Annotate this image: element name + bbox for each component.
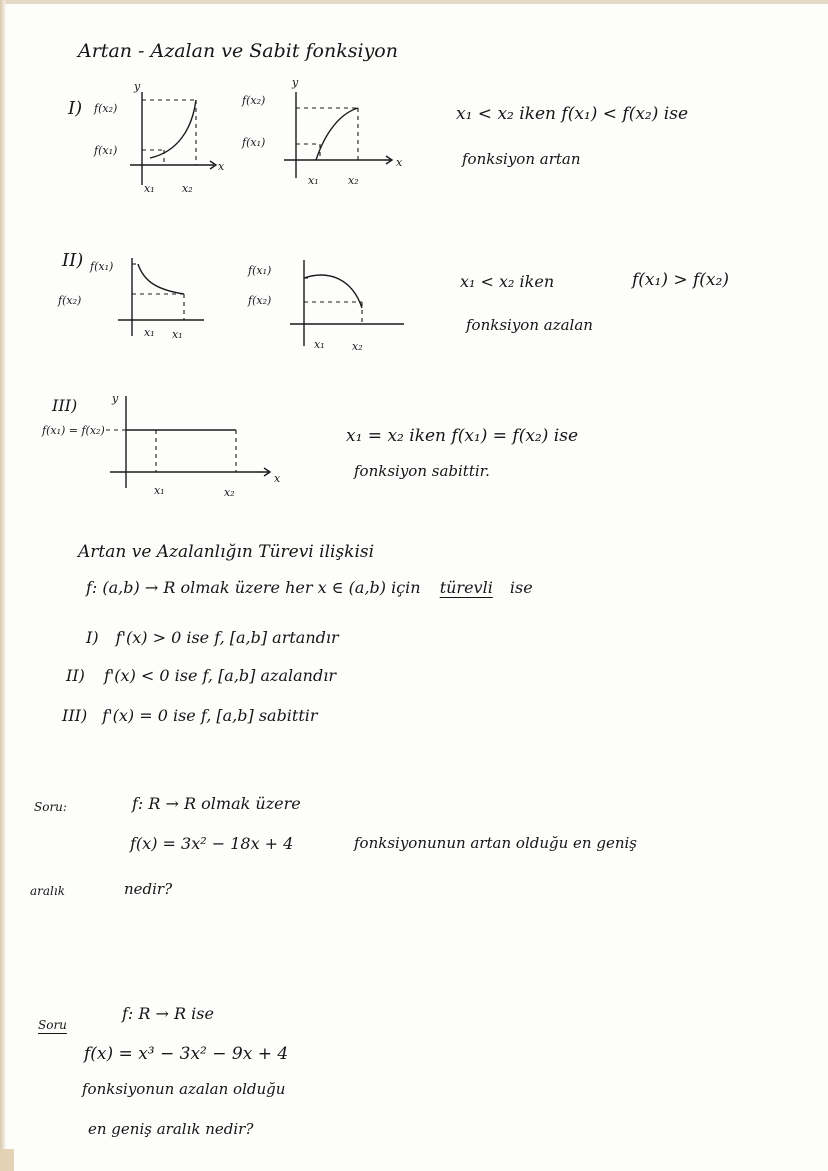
- x2-label: x₂: [182, 182, 193, 195]
- question2-line1: f: R → R ise: [122, 1004, 214, 1023]
- x1-label: x₁: [308, 174, 319, 187]
- item-text: f'(x) > 0 ise f, [a,b] artandır: [115, 628, 339, 647]
- section2-numeral: II): [62, 250, 84, 271]
- derivative-item-1: [86, 628, 339, 647]
- section1-rule-line2: fonksiyon artan: [462, 150, 581, 168]
- x-axis-label: x: [218, 160, 225, 173]
- page-title: Artan - Azalan ve Sabit fonksiyon: [78, 40, 398, 62]
- section2-rule-inequality: f(x₁) > f(x₂): [632, 270, 729, 290]
- f-x1-label: f(x₁): [90, 260, 114, 273]
- derivative-item-2: [66, 666, 336, 685]
- section3-numeral: III): [52, 396, 78, 415]
- y-axis-label: y: [112, 392, 119, 405]
- section2-graph1: [58, 252, 208, 347]
- question1-formula: f(x) = 3x² − 18x + 4: [130, 834, 294, 853]
- question1-line3-suffix: nedir?: [124, 880, 173, 898]
- item-num: III): [62, 706, 88, 725]
- x1-label: x₁: [314, 338, 325, 351]
- x2-label: x₂: [224, 486, 235, 499]
- f-x1-label: f(x₁): [94, 144, 118, 157]
- question2-line4: en geniş aralık nedir?: [88, 1120, 254, 1138]
- derivative-item-3: [62, 706, 318, 725]
- x2-label: x₂: [348, 174, 359, 187]
- f-x2-label: f(x₂): [94, 102, 118, 115]
- derivative-line1: [86, 578, 533, 597]
- section1-graph2: [240, 78, 420, 198]
- f-x2-label: f(x₂): [242, 94, 266, 107]
- section2-graph2: [248, 256, 408, 356]
- question1-label: Soru:: [34, 800, 67, 814]
- page-top-edge: [0, 0, 828, 4]
- x1-label: x₁: [144, 182, 155, 195]
- x-axis-label: x: [274, 472, 281, 485]
- derivative-line1-suffix: ise: [509, 578, 533, 597]
- f-x2-label: f(x₂): [248, 294, 272, 307]
- question2-line3: fonksiyonun azalan olduğu: [82, 1080, 286, 1098]
- derivative-line1-prefix: f: (a,b) → R olmak üzere her x ∈ (a,b) için: [86, 578, 421, 597]
- question2-label: Soru: [38, 1018, 67, 1032]
- fx-label: f(x₁) = f(x₂): [42, 424, 105, 437]
- y-axis-label: y: [134, 80, 141, 93]
- question1-line2: fonksiyonunun artan olduğu en geniş: [354, 834, 637, 852]
- page-left-edge: [0, 0, 6, 1171]
- section3-graph: [40, 390, 300, 500]
- page-corner: [0, 1149, 14, 1171]
- question2-formula: f(x) = x³ − 3x² − 9x + 4: [84, 1044, 289, 1064]
- x1-label: x₁: [144, 326, 155, 339]
- section2-rule-line1: x₁ < x₂ iken: [460, 272, 555, 291]
- y-axis-label: y: [292, 76, 299, 89]
- derivative-underlined-word: türevli: [439, 578, 493, 597]
- x1-label: x₁: [154, 484, 165, 497]
- f-x1-label: f(x₁): [242, 136, 266, 149]
- section3-rule-line2: fonksiyon sabittir.: [354, 462, 490, 480]
- question1-line3-prefix: aralık: [30, 884, 65, 898]
- section2-rule-line2: fonksiyon azalan: [466, 316, 593, 334]
- item-text: f'(x) = 0 ise f, [a,b] sabittir: [102, 706, 318, 725]
- section1-numeral: I): [68, 98, 83, 119]
- section1-graph1: [92, 80, 232, 200]
- item-text: f'(x) < 0 ise f, [a,b] azalandır: [103, 666, 336, 685]
- f-x2-label: f(x₂): [58, 294, 82, 307]
- f-x1-label: f(x₁): [248, 264, 272, 277]
- derivative-heading: Artan ve Azalanlığın Türevi ilişkisi: [78, 542, 375, 562]
- x2-label: x₂: [352, 340, 363, 353]
- x2-label: x₁: [172, 328, 183, 341]
- question1-line1: f: R → R olmak üzere: [132, 794, 301, 813]
- x-axis-label: x: [396, 156, 403, 169]
- item-num: I): [86, 628, 99, 647]
- section3-rule-line1: x₁ = x₂ iken f(x₁) = f(x₂) ise: [346, 426, 579, 446]
- section1-rule-line1: x₁ < x₂ iken f(x₁) < f(x₂) ise: [456, 104, 689, 124]
- item-num: II): [66, 666, 85, 685]
